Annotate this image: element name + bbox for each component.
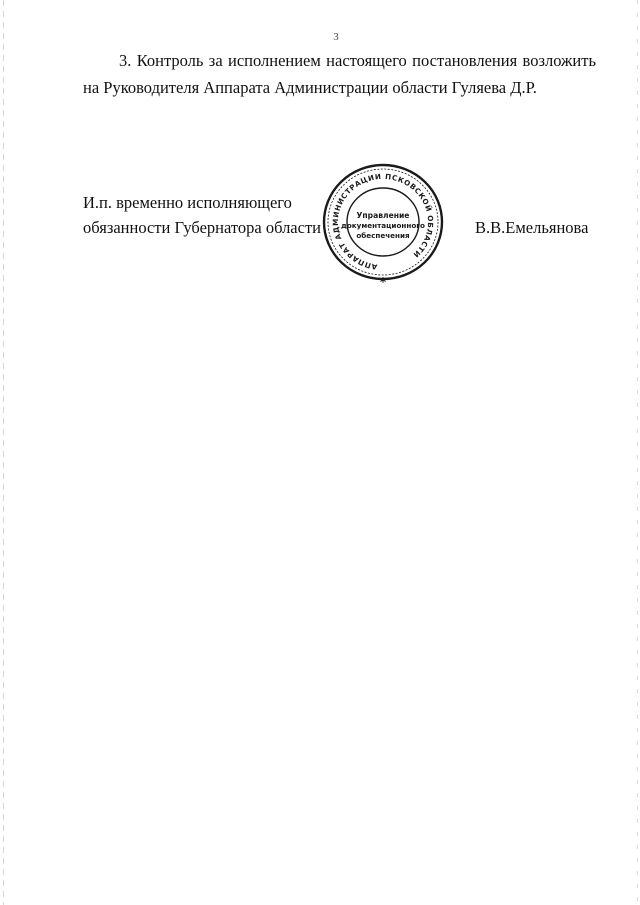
signatory-title-line2: обязанности Губернатора области (83, 218, 321, 237)
scan-edge-right (637, 0, 638, 905)
paragraph-text: 3. Контроль за исполнением настоящего постановления возложить на Руководителя Аппарата Администрации области Гуляева Д.Р. (83, 51, 596, 97)
resolution-paragraph (83, 47, 596, 101)
page-number: 3 (333, 31, 339, 43)
seal-ring-text: АППАРАТ АДМИНИСТРАЦИИ ПСКОВСКОЙ ОБЛАСТИ (331, 171, 436, 272)
seal-star: * (379, 275, 387, 289)
scan-edge-left (3, 0, 4, 905)
seal-center-line3: обеспечения (356, 231, 410, 240)
official-seal (314, 161, 452, 293)
seal-center-line1: Управление (356, 211, 410, 220)
signatory-title (83, 190, 323, 240)
seal-center-line2: документационного (341, 221, 425, 230)
signatory-name: В.В.Емельянова (475, 218, 589, 237)
signatory-title-line1: И.п. временно исполняющего (83, 193, 292, 212)
